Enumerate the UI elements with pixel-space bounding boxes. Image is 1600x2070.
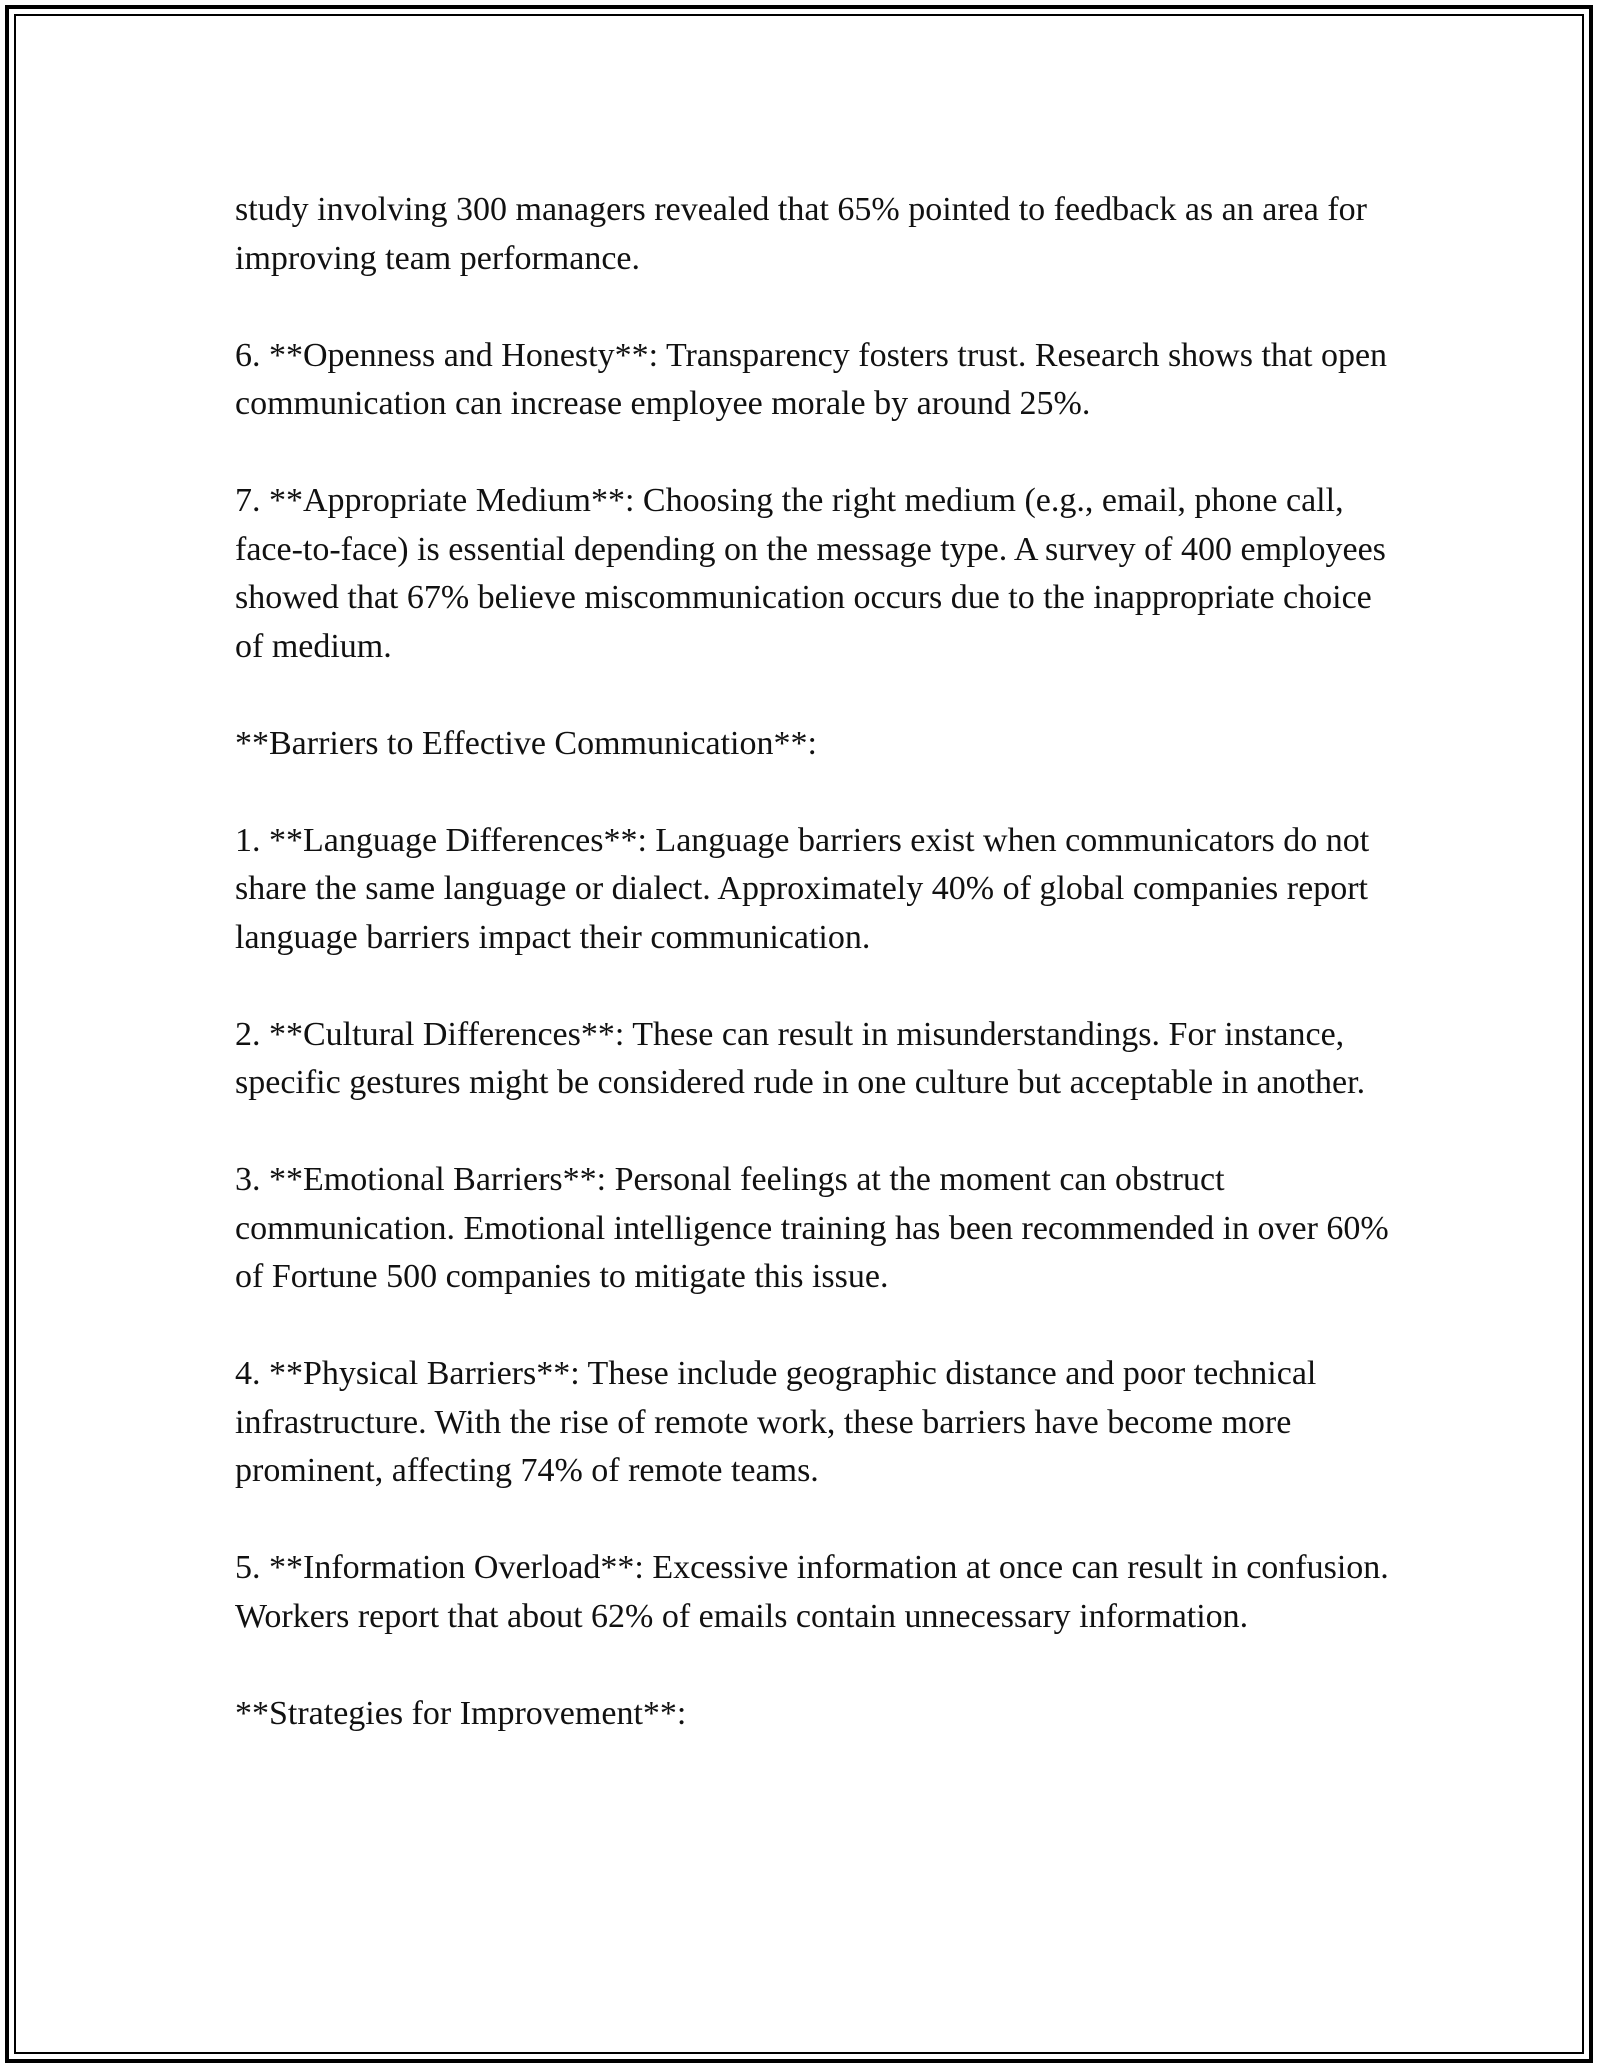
paragraph-appropriate-medium: 7. **Appropriate Medium**: Choosing the right medium (e.g., email, phone call, face-to-face) is essential depending on the message type. A survey of 400 employees showed that 67% believe miscommunication occurs due to the inappropriate choice of medium. (235, 482, 1386, 665)
paragraph-physical-barriers: 4. **Physical Barriers**: These include geographic distance and poor technical infrastructure. With the rise of remote work, these barriers have become more prominent, affecting 74% of remote teams. (235, 1355, 1317, 1489)
paragraph-emotional-barriers: 3. **Emotional Barriers**: Personal feelings at the moment can obstruct communication. Emotional intelligence training has been recommended in over 60% of Fortune 500 companies to mitigate this issue. (235, 1161, 1389, 1295)
heading-strategies: **Strategies for Improvement**: (235, 1694, 687, 1732)
paragraph-information-overload: 5. **Information Overload**: Excessive information at once can result in confusion. Workers report that about 62% of emails contain unnecessary information. (235, 1549, 1389, 1635)
paragraph-feedback-study: study involving 300 managers revealed that 65% pointed to feedback as an area for improving team performance. (235, 191, 1367, 277)
document-body (235, 186, 1395, 1738)
heading-barriers: **Barriers to Effective Communication**: (235, 724, 817, 762)
paragraph-openness-honesty: 6. **Openness and Honesty**: Transparency fosters trust. Research shows that open communication can increase employee morale by around 25%. (235, 336, 1388, 422)
paragraph-language-differences: 1. **Language Differences**: Language barriers exist when communicators do not share the same language or dialect. Approximately 40% of global companies report language barriers impact their communication. (235, 821, 1370, 956)
paragraph-cultural-differences: 2. **Cultural Differences**: These can result in misunderstandings. For instance, specific gestures might be considered rude in one culture but acceptable in another. (235, 1015, 1366, 1101)
